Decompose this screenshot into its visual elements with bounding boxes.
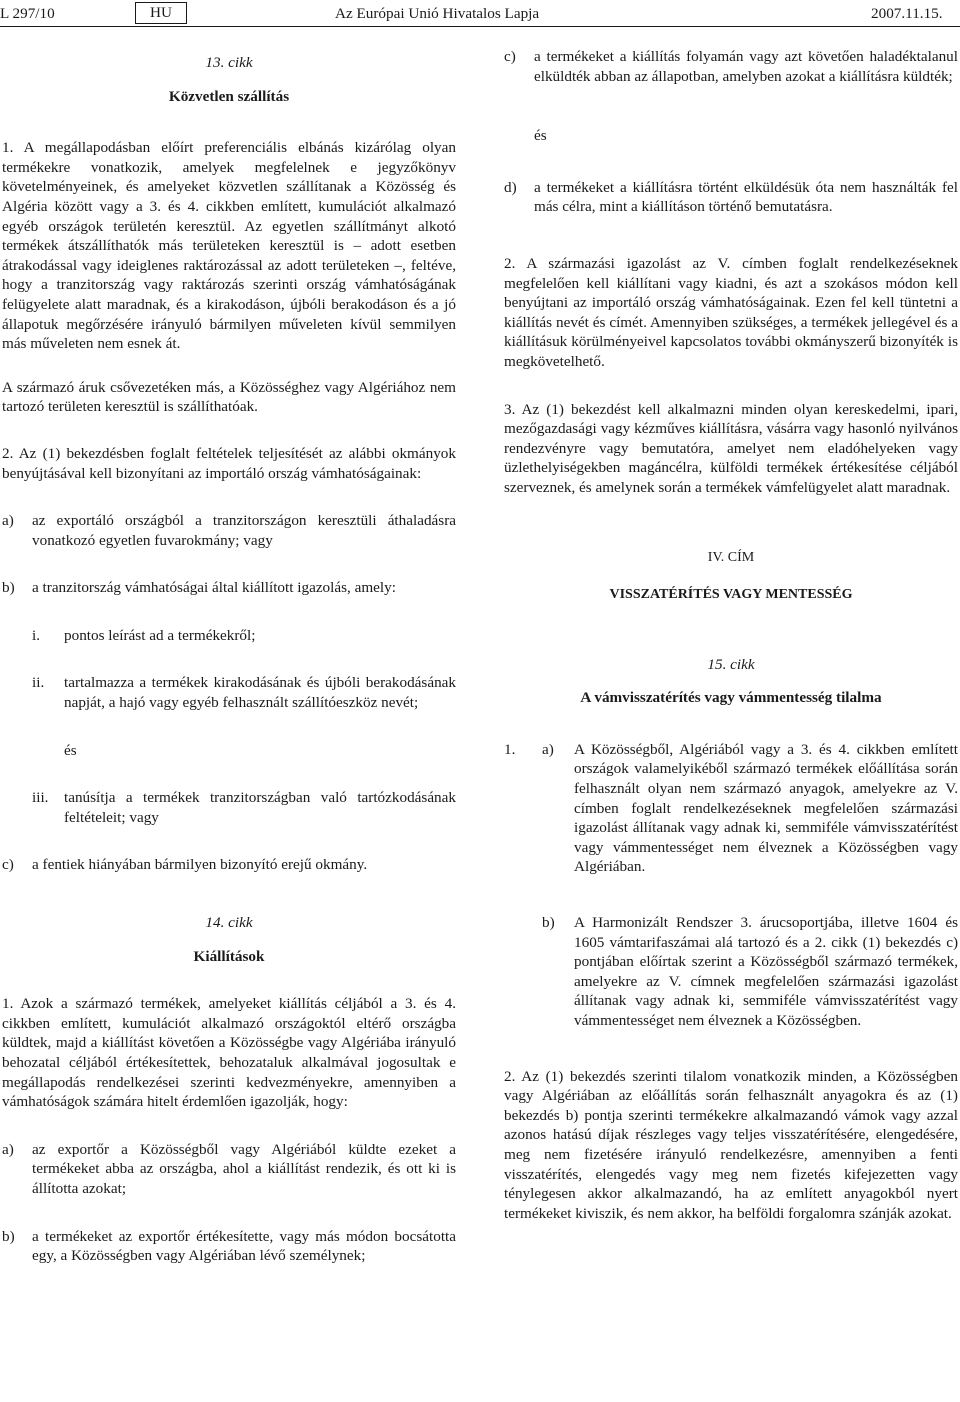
list-marker: a) [2,512,14,530]
right-column [504,47,958,1223]
list-text: a termékeket a kiállításra történt elküldésük óta nem használták fel más célra, mint a kiállításon történő bemutatásra. [534,178,958,216]
language-badge: HU [135,2,187,24]
page-header [0,0,960,26]
list-marker: a) [2,1140,14,1158]
list-item-a [2,511,456,550]
article-14-number: 14. cikk [205,914,253,932]
list-item-d [504,178,958,217]
list-text: a fentiek hiányában bármilyen bizonyító erejű okmány. [32,856,368,874]
left-column [2,47,456,1266]
article-13-paragraph-1: 1. A megállapodásban előírt preferenciális elbánás kizárólag olyan termékekre vonatkozik, amelyek megfelelnek e jegyzőkönyv követelményeinek, és amelyeket közvetlen szállítanak a Közösség és Algéria között vagy a 3. és 4. cikkben említett, kumulációt alkalmazó egyéb országok területén keresztül. Az egyetlen szállítmányt alkotó termékek átszállíthatók más területeken keresztül is – adott esetben átrakodással vagy ideiglenes raktározással az adott területeken –, feltéve, hogy a tranzitország vagy raktározás szerinti ország vámhatóságának felügyelete alatt maradnak, és a kirakodáson, újbóli berakodáson és a jó állapotuk megőrzésére irányuló bármilyen műveleten kívül semmilyen más műveleten nem esnek át. [2,139,456,353]
sublist-item-i [2,626,456,646]
list-marker: iii. [32,789,49,807]
list-marker: b) [542,914,555,932]
article-14-paragraph-1: 1. Azok a származó termékek, amelyeket kiállítás céljából a 3. és 4. cikkben említett, kumulációt alkalmazó országoktól eltérő országba küldtek, majd a kiállítást követően a Közösségbe vagy Algériába irányuló behozatal céljából értékesítettek, behozataluk alkalmával jogosultak e megállapodás rendelkezései szerinti kedvezményekre, amennyiben a vámhatóságok számára hitelt érdemlően igazolják, hogy: [2,995,456,1111]
list-text: a termékeket a kiállítás folyamán vagy azt követően haladéktalanul elküldték abban az állapotban, amelyben azokat a kiállításra küldték; [534,48,958,85]
page-number: L 297/10 [0,5,55,22]
article-14-title: Kiállítások [193,947,265,965]
article-15-title: A vámvisszatérítés vagy vámmentesség tilalma [580,689,882,707]
conjunction-es: és [534,127,547,145]
list-marker: c) [2,856,14,874]
article-15-paragraph-2: 2. Az (1) bekezdés szerinti tilalom vonatkozik minden, a Közösségben vagy Algériában az előállítás során felhasznált anyagokra és az (1) bekezdés b) pontja szerinti termékekre alkalmazandó vámok vagy azzal azonos hatású díjak részleges vagy teljes visszatérítésére, elengedésére, meg nem fizetésére irányuló rendelkezésre, amennyiben a fenti visszatérítés, elengedés vagy meg nem fizetés kifejezetten vagy ténylegesen akkor alkalmazandó, ha az említett anyagokból nyert termékeket kiviszik, és nem akkor, ha belföldi forgalomra szánják azokat. [504,1067,958,1222]
list-item-c [504,47,958,86]
list-text: az exportőr a Közösségből vagy Algériából küldte ezeket a termékeket abba az országba, ahol a kiállítást rendezik, és ott ki is állította azokat; [32,1140,456,1197]
sublist-item-iii [2,788,456,827]
list-item-c [2,855,456,875]
list-marker: c) [504,48,516,65]
paragraph-number: 1. [504,740,516,758]
list-marker: b) [2,1227,15,1245]
title-number: IV. CÍM [707,549,755,565]
journal-title: Az Európai Unió Hivatalos Lapja [335,5,540,22]
article-13-paragraph-2: 2. Az (1) bekezdésben foglalt feltételek teljesítését az alábbi okmányok benyújtásával kell bizonyítani az importáló ország vámhatóságainak: [2,444,456,482]
list-text: tartalmazza a termékek kirakodásának és újbóli berakodásának napját, a hajó vagy egyéb felhasznált szállítóeszköz nevét; [64,674,456,712]
article-15-number: 15. cikk [707,655,755,673]
list-text: A Harmonizált Rendszer 3. árucsoportjába, illetve 1604 és 1605 vámtarifaszámai alá tartozó és a 2. cikk (1) bekezdés c) pontjában előírtak szerint a Közösségből származó termékek, amelyekre az V. címnek megfelelően származási igazolást állítanak vagy adnak ki, semmiféle vámvisszatérítést vagy vámmentességet nem élveznek a Közösségben. [574,914,958,1029]
list-text: pontos leírást ad a termékekről; [64,626,256,644]
list-item-a [2,1140,456,1199]
article-14-paragraph-2: 2. A származási igazolást az V. címben foglalt rendelkezéseknek megfelelően kell kiállítani vagy kiadni, és azt a szokásos módon kell benyújtani az importáló ország vámhatóságainak. Ezen fel kell tüntetni a kiállítás nevét és címét. Amennyiben szükséges, a termékek jellegével és a kiállításuk körülményeivel kapcsolatos további okmányszerű bizonyíték is megkövetelhető. [504,254,958,370]
list-item-b [2,1227,456,1266]
sublist-item-ii [2,673,456,712]
list-text: a tranzitország vámhatóságai által kiállított igazolás, amely: [32,579,396,597]
header-rule [0,26,960,27]
article-13-paragraph-1b: A származó áruk csővezetéken más, a Közösséghez vagy Algériához nem tartozó területen keresztül is szállíthatóak. [2,378,456,416]
list-marker: a) [542,740,554,758]
article-13-title: Közvetlen szállítás [168,87,290,105]
title-text: VISSZATÉRÍTÉS VAGY MENTESSÉG [609,587,853,603]
list-marker: d) [504,178,517,196]
list-text: A Közösségből, Algériából vagy a 3. és 4. cikkben említett országok valamelyikéből származó termékek előállítása során felhasznált olyan nem származó anyagok, amelyekre az V. címben foglalt rendelkezéseknek megfelelően származási igazolást állítanak vagy adnak ki, semmiféle vámvisszatérítést vagy vámmentességet nem élveznek a Közösségben vagy Algériában. [574,740,958,876]
list-text: a termékeket az exportőr értékesítette, vagy más módon bocsátotta egy, a Közösségben vagy Algériában lévő személynek; [32,1227,456,1265]
article-15-point-1a [504,740,958,877]
conjunction-es: és [64,741,77,759]
article-14-paragraph-3: 3. Az (1) bekezdést kell alkalmazni minden olyan kereskedelmi, ipari, mezőgazdasági vagy kézműves kiállításra, vásárra vagy hasonló nyilvános rendezvényre vagy bemutatóra, amelyet nem eladóhelyeken vagy üzlethelyiségekben magáncélra, külföldi termékek értékesítése céljából szerveznek, és amelynek során a termékek vámfelügyelet alatt maradnak. [504,400,958,496]
list-marker: b) [2,579,15,597]
list-marker: i. [32,626,41,644]
article-15-point-1b [504,913,958,1031]
article-13-number: 13. cikk [205,54,253,71]
publication-date: 2007.11.15. [871,5,943,22]
list-text: tanúsítja a termékek tranzitországban való tartózkodásának feltételeit; vagy [64,789,456,826]
list-item-b [2,578,456,598]
list-marker: ii. [32,674,45,692]
list-text: az exportáló országból a tranzitországon keresztüli áthaladásra vonatkozó egyetlen fuvarokmány; vagy [32,512,456,549]
